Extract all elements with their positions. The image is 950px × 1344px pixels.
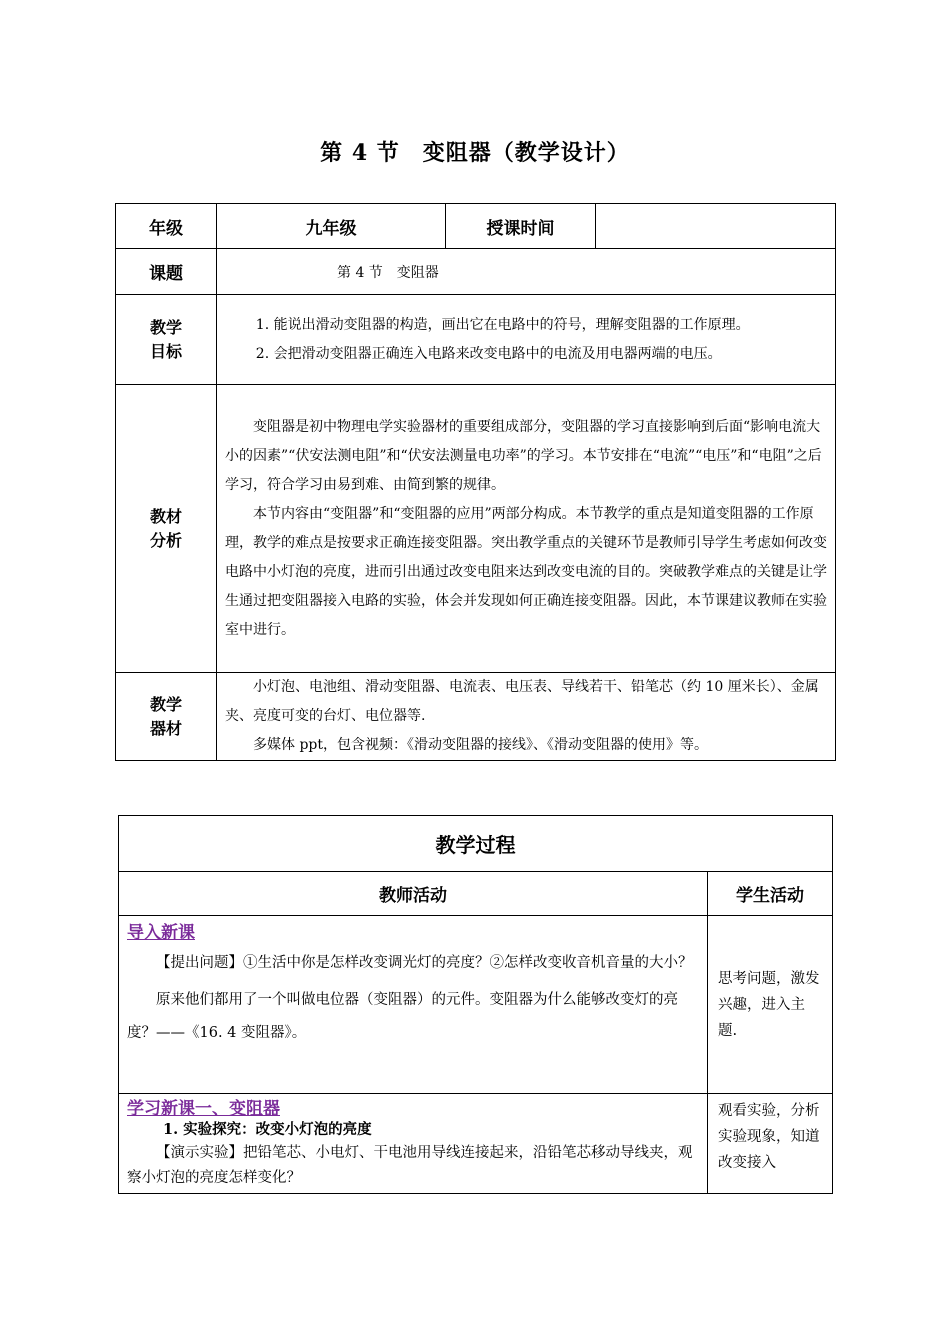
teacher-activity-header: 教师活动 bbox=[119, 872, 708, 916]
equipment-paragraph-2: 多媒体 ppt，包含视频：《滑动变阻器的接线》、《滑动变阻器的使用》等。 bbox=[253, 737, 708, 753]
section-1-paragraph-2: 原来他们都用了一个叫做电位器（变阻器）的元件。变阻器为什么能够改变灯的亮度？——《16. 4 变阻器》。 bbox=[127, 992, 678, 1041]
goals-cell bbox=[217, 295, 836, 385]
goals-label: 教学目标 bbox=[116, 295, 217, 385]
analysis-paragraph-2: 本节内容由“变阻器”和“变阻器的应用”两部分构成。本节教学的重点是知道变阻器的工作原理，教学的难点是按要求正确连接变阻器。突出教学重点的关键环节是教师引导学生考虑如何改变电路中小灯泡的亮度，进而引出通过改变电阻来达到改变电流的目的。突破教学难点的关键是让学生通过把变阻器接入电路的实验，体会并发现如何正确连接变阻器。因此，本节课建议教师在实验室中进行。 bbox=[225, 505, 827, 638]
section-2-teacher bbox=[119, 1094, 708, 1194]
topic-value: 第 4 节 变阻器 bbox=[217, 249, 836, 295]
analysis-paragraph-1: 变阻器是初中物理电学实验器材的重要组成部分，变阻器的学习直接影响到后面“影响电流大小的因素”“伏安法测电阻”和“伏安法测量电功率”的学习。本节安排在“电流”“电压”和“电阻”之后学习，符合学习由易到难、由简到繁的规律。 bbox=[225, 418, 822, 493]
section-2-subheading: 1. 实验探究：改变小灯泡的亮度 bbox=[163, 1121, 372, 1138]
topic-label: 课题 bbox=[116, 249, 217, 295]
section-2-student: 观看实验，分析实验现象，知道改变接入 bbox=[708, 1094, 833, 1194]
section-1-title[interactable]: 导入新课 bbox=[127, 923, 195, 943]
process-table bbox=[118, 815, 833, 1194]
time-label: 授课时间 bbox=[446, 204, 596, 249]
equipment-label: 教学器材 bbox=[116, 673, 217, 761]
section-2-paragraph: 【演示实验】把铅笔芯、小电灯、干电池用导线连接起来，沿铅笔芯移动导线夹，观察小灯泡的亮度怎样变化？ bbox=[127, 1145, 693, 1186]
student-activity-header: 学生活动 bbox=[708, 872, 833, 916]
section-1-teacher bbox=[119, 916, 708, 1094]
section-1-student: 思考问题，激发兴趣，进入主题. bbox=[708, 916, 833, 1094]
section-2-title[interactable]: 学习新课一、变阻器 bbox=[127, 1099, 280, 1119]
analysis-cell bbox=[217, 385, 836, 673]
time-value bbox=[596, 204, 836, 249]
section-1-paragraph-1: 【提出问题】①生活中你是怎样改变调光灯的亮度？②怎样改变收音机音量的大小？ bbox=[156, 955, 693, 971]
goal-2: 2. 会把滑动变阻器正确连入电路来改变电路中的电流及用电器两端的电压。 bbox=[255, 345, 722, 362]
equipment-paragraph-1: 小灯泡、电池组、滑动变阻器、电流表、电压表、导线若干、铅笔芯（约 10 厘米长）、金属夹、亮度可变的台灯、电位器等. bbox=[225, 679, 819, 724]
document-title: 第 4 节 变阻器（教学设计） bbox=[320, 140, 630, 166]
grade-label: 年级 bbox=[116, 204, 217, 249]
grade-value: 九年级 bbox=[217, 204, 446, 249]
equipment-cell bbox=[217, 673, 836, 761]
process-heading: 教学过程 bbox=[119, 816, 833, 872]
goal-1: 1. 能说出滑动变阻器的构造，画出它在电路中的符号，理解变阻器的工作原理。 bbox=[255, 316, 750, 333]
info-table bbox=[115, 203, 836, 761]
analysis-label: 教材分析 bbox=[116, 385, 217, 673]
